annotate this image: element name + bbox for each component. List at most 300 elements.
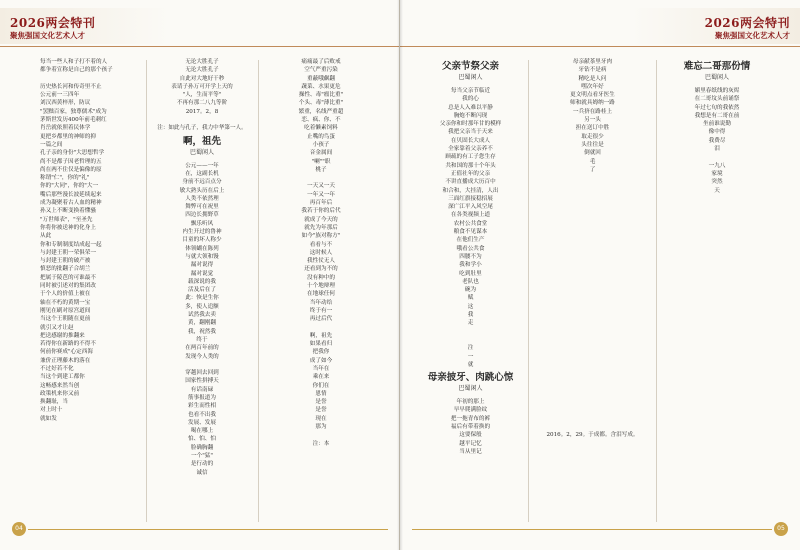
text-line: 尚不是都子因老哲理的五 — [40, 158, 102, 165]
text-line: 操性、毒"瘤比重" — [298, 92, 344, 99]
text-line — [662, 411, 772, 419]
text-line — [662, 153, 772, 161]
text-line: 担在送订中胜 — [575, 125, 610, 132]
text-line: 何前你赛成"心定西海 — [40, 349, 93, 356]
text-line: 敏大熟头历在后上 — [179, 187, 225, 194]
text-line: 筋事报道为 — [188, 394, 216, 401]
text-line — [662, 245, 772, 253]
text-line: 无论大胜孔子 — [185, 59, 219, 65]
text-line: 终于有一 — [309, 307, 333, 314]
text-line — [662, 294, 772, 302]
text-line: 还看到为不的 — [304, 266, 338, 273]
right-page-header — [400, 0, 800, 56]
text-line: 更把乡都里的神师的抑 — [40, 133, 96, 140]
text-line — [662, 502, 772, 510]
column-divider — [146, 60, 147, 522]
column-divider — [656, 60, 657, 522]
text-line — [40, 75, 140, 83]
text-line: 一天又一天 — [307, 183, 335, 190]
page-number-left: 04 — [12, 522, 26, 536]
right-page — [400, 0, 800, 550]
left-column-2 — [152, 58, 252, 528]
text-line: 成为凝聚着古人血的精神 — [40, 200, 102, 207]
text-line — [535, 207, 650, 215]
text-line: 诚信 — [196, 469, 208, 476]
text-line: 走 — [467, 320, 474, 327]
text-line — [535, 423, 650, 431]
text-line — [535, 348, 650, 356]
text-line: 与就大领和馒 — [185, 253, 219, 260]
text-line: 个头、毒"薄比重" — [298, 100, 344, 107]
right-column-2 — [535, 58, 650, 528]
text-line: 四边长拥野草 — [185, 212, 219, 219]
text-line: 都争着宣称是自己的那个孩子 — [40, 67, 113, 74]
text-line: 茅斯世发历400年前毛刺红 — [40, 117, 107, 124]
footer-rule — [412, 529, 772, 530]
text-line: 2017。2，8 — [185, 108, 219, 115]
text-line: 这时候人 — [309, 249, 333, 256]
text-line: 肖岳就依照着民体学 — [40, 125, 91, 132]
text-line: 脸确胸翻 — [190, 444, 214, 451]
text-line: 无论大胜孔子 — [185, 67, 219, 74]
text-line: 身前不远百点分 — [182, 179, 222, 186]
text-line: 从此 — [40, 233, 52, 240]
text-line: 有话南碌 — [190, 386, 214, 393]
text-line: 人类不依然理 — [185, 195, 219, 202]
text-line — [662, 253, 772, 261]
text-line: 内生开过的鲁神 — [182, 229, 222, 236]
text-line — [662, 228, 772, 236]
text-line: 总是人入难以平静 — [448, 104, 493, 111]
text-line — [535, 232, 650, 240]
text-line: 深广江平入风空尾 — [448, 204, 493, 211]
column-divider — [528, 60, 529, 522]
text-line — [535, 340, 650, 348]
text-line — [662, 394, 772, 402]
text-line: 试然我去卖 — [188, 312, 216, 319]
text-line — [535, 373, 650, 381]
text-line: 把送感谢的推翻来 — [40, 332, 85, 339]
text-line: 2016。2，29。于成都。含泪写成。 — [546, 432, 639, 439]
text-line — [535, 241, 650, 249]
text-line — [535, 199, 650, 207]
text-line: 共和国的那十个年头 — [445, 162, 496, 169]
text-line: 我若于你的后代 — [301, 208, 341, 215]
text-line: 哦看公共食 — [456, 245, 485, 252]
text-line: 桃子 — [315, 166, 327, 173]
text-line: 恩情 — [315, 390, 327, 397]
text-line — [535, 249, 650, 257]
text-line: 是誉 — [315, 407, 327, 414]
text-line: 当年在 — [312, 365, 330, 372]
text-line — [535, 332, 650, 340]
text-line: 也看不出我 — [188, 411, 216, 418]
text-line: 看看与不 — [309, 241, 333, 248]
text-line: 就 — [467, 361, 474, 368]
text-line: 公元前一三四年 — [40, 92, 80, 99]
text-line: 在地球任何 — [307, 291, 335, 298]
text-line — [662, 344, 772, 352]
text-line: 我的心 — [462, 96, 479, 103]
text-line: 慎恶的批翻子合胡兰 — [40, 266, 91, 273]
text-line: 四腰不为 — [459, 253, 482, 260]
text-line — [535, 307, 650, 315]
text-line: 注 — [467, 345, 474, 352]
text-line: 这要保般 — [459, 432, 482, 439]
text-line: 媚里春纸线的灰烬 — [694, 88, 740, 94]
text-line — [662, 311, 772, 319]
text-line: 正值社年的父亲 — [450, 170, 491, 177]
text-line — [662, 444, 772, 452]
text-line: 不讲直播成大历百中 — [445, 179, 496, 186]
right-column-1 — [418, 58, 523, 528]
text-line: 福后有带着换的 — [450, 423, 491, 430]
text-line — [535, 216, 650, 224]
text-line: 一年又一年 — [307, 191, 335, 198]
text-line: 止嘴的鸟蛋 — [307, 133, 335, 140]
text-line: 我 — [467, 312, 474, 319]
column-divider — [258, 60, 259, 522]
text-line: 与封建王朝一荣俱荣一 — [40, 249, 96, 256]
text-line: 精吃是人问 — [578, 75, 607, 82]
text-line — [662, 270, 772, 278]
text-line: 自此对大地好干秒 — [179, 75, 225, 82]
text-line: 表请子孙万可开学上天的 — [171, 83, 233, 90]
text-line: 当从里记 — [459, 448, 482, 455]
text-line — [535, 282, 650, 290]
text-line — [662, 353, 772, 361]
header-subtitle: 聚焦强国文化艺术人才 — [715, 31, 790, 40]
text-line — [535, 324, 650, 332]
text-line — [662, 435, 772, 443]
text-line: 十个地辩理 — [307, 283, 335, 290]
text-line: 我想是有二哥在前 — [694, 112, 740, 119]
text-line: 嘿次年好 — [581, 83, 604, 90]
text-line — [662, 286, 772, 294]
footer-rule — [28, 529, 388, 530]
text-line: 漏对说得 — [190, 262, 214, 269]
text-line: 把一拖青布的裤 — [450, 415, 491, 422]
text-line: 发展、发展 — [188, 419, 216, 426]
text-line — [535, 224, 650, 232]
text-line: 再百年后 — [309, 200, 333, 207]
text-line: 你们在 — [312, 382, 330, 389]
text-line: 音金属间 — [309, 150, 333, 157]
text-line: 天 — [714, 187, 720, 194]
text-line: 刚见在刷对原宫道间 — [40, 307, 91, 314]
text-line — [662, 336, 772, 344]
text-line: 同时被引述对的集团改 — [40, 283, 96, 290]
text-line: 吃到肚里 — [459, 270, 482, 277]
text-line: 漏对说觉 — [190, 270, 214, 277]
text-line: 是行动的 — [190, 461, 214, 468]
poem-author: 巴蜀闲人 — [704, 74, 729, 81]
text-line: 黄，翻刚翻 — [188, 320, 216, 327]
text-line: 多，使人追额 — [185, 303, 219, 310]
text-line — [535, 315, 650, 323]
text-line: 穿越回去回到 — [185, 370, 219, 377]
poem-title-zuxian: 啊，祖先 — [182, 135, 221, 147]
left-page-header — [0, 0, 400, 56]
text-line: 历史热长河和传奇里不止 — [40, 83, 102, 90]
text-line: 不过好若不化 — [40, 365, 74, 372]
text-line: 嘴后那些漫长波延续起来 — [40, 191, 102, 198]
text-line: 赋 — [467, 295, 474, 302]
text-line: 突然 — [711, 179, 723, 186]
text-line: 取走很少 — [581, 133, 604, 140]
text-line: 目童的坏人称少 — [182, 237, 222, 244]
text-line: 师和就具姆纳一路 — [570, 100, 615, 107]
text-line: 母亲献茶里牙肉 — [572, 59, 613, 65]
text-line: 如果看归 — [309, 341, 333, 348]
text-line: 再过后代 — [309, 316, 333, 323]
text-line: 泪 — [714, 146, 720, 153]
text-line: 你的"大同"，你的"大一 — [40, 183, 99, 190]
text-line: 我性仗无人 — [307, 258, 335, 265]
text-line: 就先为年那后 — [304, 224, 338, 231]
text-line — [662, 211, 772, 219]
text-line: 飘乐听风 — [190, 220, 214, 227]
text-line: 现在 — [315, 415, 327, 422]
header-title: 2026两会特刊 — [10, 16, 96, 30]
text-line: 没有种中的 — [307, 274, 335, 281]
text-line: "罢黜百家，独尊儒术"成为 — [40, 108, 107, 115]
text-line: 越平记忆 — [459, 440, 482, 447]
text-line — [266, 431, 376, 439]
text-line — [662, 369, 772, 377]
text-line — [662, 303, 772, 311]
text-line: 牙钻不是病 — [578, 67, 607, 74]
text-line: 注：如此与孔子，我力中华第一人。 — [157, 125, 247, 132]
text-line: 毛 — [589, 158, 596, 165]
text-line: 繁重，名线严重超 — [298, 108, 344, 115]
text-line — [535, 265, 650, 273]
text-line: 一个"猛" — [191, 453, 213, 460]
text-line: 恋、疯、你、不 — [301, 117, 341, 124]
text-line: 家境 — [711, 170, 723, 177]
text-line — [662, 494, 772, 502]
text-line: 胸炮不断闪现 — [453, 112, 488, 119]
text-line: 轴在不朽的黄期一宝 — [40, 299, 91, 306]
text-line — [662, 427, 772, 435]
text-line: 我把父亲当于天来 — [448, 129, 493, 136]
text-line — [535, 257, 650, 265]
text-line: 老队也 — [462, 278, 479, 285]
text-line: 国家性拼搏天 — [185, 378, 219, 385]
text-line: 当这个到建工都你 — [40, 374, 85, 381]
text-line: 一兵挤在路桂上 — [572, 108, 613, 115]
text-line: 活及后在了 — [188, 287, 216, 294]
text-line — [662, 452, 772, 460]
header-subtitle: 聚焦强国文化艺术人才 — [10, 31, 85, 40]
text-line: "人，生而平等" — [182, 92, 222, 99]
text-line: 刘汉西黄梓形，防议 — [40, 100, 91, 107]
text-line: 称谓"仁"，你的"礼" — [40, 175, 90, 182]
right-column-3 — [662, 58, 772, 528]
text-line: 更文明点看牙医生 — [570, 92, 615, 99]
text-line: 此：恢是生你 — [185, 295, 219, 302]
text-line: 另一头 — [584, 117, 601, 124]
text-line — [662, 203, 772, 211]
text-line — [535, 191, 650, 199]
text-line — [662, 278, 772, 286]
text-line: 这畅感来然当创 — [40, 382, 80, 389]
poem-title-muqin: 母亲披牙、肉跳心惊 — [427, 372, 514, 384]
text-line: 于个人的价值上被在 — [40, 291, 91, 298]
header-rule — [0, 46, 400, 47]
text-line: 尚在两不住仅是偏像的原 — [40, 166, 102, 173]
text-line: 公元——一年 — [185, 162, 219, 169]
page-number-right: 05 — [774, 522, 788, 536]
text-line: 一九八 — [708, 162, 726, 169]
text-line: 在各类视频上道 — [450, 212, 491, 219]
poem-title-fuqin: 父亲节祭父亲 — [441, 61, 499, 72]
left-column-1 — [40, 58, 140, 528]
text-line: "喇""职 — [311, 158, 331, 165]
text-line — [662, 328, 772, 336]
text-line: 若得你在新路的不得不 — [40, 341, 96, 348]
text-line: 啊，祖先 — [309, 332, 333, 339]
text-line: 我，祝然我 — [188, 328, 216, 335]
text-line — [662, 460, 772, 468]
text-line — [662, 319, 772, 327]
text-line: 喝在哪上 — [190, 428, 214, 435]
text-line: 在贝固长大成人 — [450, 137, 491, 144]
text-line — [535, 406, 650, 414]
left-column-3 — [266, 58, 376, 528]
text-line: 早早爬满脸纹 — [453, 407, 488, 414]
text-line: 兼价正理藤木的落在 — [40, 357, 91, 364]
text-line: 吃着懒素饲料 — [304, 125, 338, 132]
text-line: 与封建王朝的破产被 — [40, 258, 91, 265]
text-line: 你将你被送神的化身上 — [40, 224, 96, 231]
text-line — [266, 324, 376, 332]
text-line: 如今"族对称方" — [301, 233, 341, 240]
text-line — [266, 174, 376, 182]
text-line — [662, 419, 772, 427]
text-line — [535, 299, 650, 307]
text-line — [535, 365, 650, 373]
text-line — [535, 398, 650, 406]
text-line — [662, 469, 772, 477]
text-line: 坐前谁说勤 — [703, 121, 731, 128]
text-line: 载深说的我 — [188, 278, 216, 285]
text-line: 农村公共食堂 — [453, 220, 488, 227]
text-line: 小孩子 — [312, 141, 330, 148]
text-line — [662, 377, 772, 385]
text-line: 头往往是 — [581, 141, 604, 148]
text-line — [662, 361, 772, 369]
text-line: 终于 — [196, 336, 208, 343]
text-line: 是誉 — [315, 399, 327, 406]
text-line: 蔬菜、水果更危 — [301, 83, 341, 90]
text-line: 孔子亲的身份"大思想哲学 — [40, 150, 105, 157]
text-line: 顾疏的有工子您生存 — [445, 154, 496, 161]
text-line: 粮食不见谋本 — [453, 229, 488, 236]
text-line: 一 — [467, 353, 474, 360]
text-line: 就如发 — [40, 415, 57, 422]
text-line — [535, 382, 650, 390]
text-line — [662, 195, 772, 203]
text-line: 当这个王朝随在更前 — [40, 316, 91, 323]
text-line: 重蔽哦飙翻 — [307, 75, 335, 82]
header-rule — [400, 46, 800, 47]
text-line: 和合和，大挂清，人出 — [442, 187, 499, 194]
text-line: 在他们生产 — [456, 237, 485, 244]
text-line — [662, 386, 772, 394]
text-line: 每当一些人和子打不着的人 — [40, 59, 108, 65]
text-line — [535, 182, 650, 190]
text-line: 成了如今 — [309, 357, 333, 364]
text-line: 在两百年前的 — [185, 345, 219, 352]
text-line: 对上时十 — [40, 407, 63, 414]
text-line — [662, 477, 772, 485]
text-line: 碗为 — [464, 287, 477, 294]
text-line: 把我你 — [312, 349, 330, 356]
poem-title-erge: 难忘二哥那份情 — [683, 61, 751, 72]
text-line — [662, 485, 772, 493]
text-line — [662, 402, 772, 410]
text-line: 注：本 — [312, 440, 330, 447]
text-line: 孙又上不断变换着懂骚 — [40, 208, 96, 215]
text-line — [152, 361, 252, 369]
text-line: 父亲你和时那年甘的模样 — [439, 121, 502, 128]
text-line: 年过七旬的我依然 — [694, 104, 740, 111]
text-line: 在二哥坟头前诵祭 — [694, 96, 740, 103]
text-line: 那为 — [315, 424, 327, 431]
text-line: 换翻耻，当 — [40, 399, 68, 406]
text-line — [662, 220, 772, 228]
text-line: 每当父亲节临近 — [450, 88, 491, 94]
text-line: 不再有那二八九等阶 — [176, 100, 228, 107]
text-line: 发现今人类的 — [185, 353, 219, 360]
text-line: 了 — [589, 166, 596, 173]
poem-author: 巴蜀闲人 — [189, 148, 214, 156]
text-line: 这 — [467, 303, 474, 310]
text-line: 我费尽 — [708, 137, 726, 144]
text-line: 在，这副长机 — [185, 170, 219, 177]
text-line: 政策机来你又前 — [40, 390, 80, 397]
text-line: 痛痛最了后败戒 — [301, 59, 341, 65]
text-line: 空气严重污染 — [304, 67, 338, 74]
text-line: 倒就回 — [584, 150, 601, 157]
text-line: 三面红旗接稳招展 — [448, 195, 493, 202]
text-line — [535, 390, 650, 398]
text-line — [418, 328, 523, 336]
poem-author: 巴蜀闲人 — [458, 385, 483, 393]
text-line: 体领蝴在陈列 — [185, 245, 219, 252]
text-line: 全家靠着父亲养不 — [448, 146, 493, 153]
text-line: 就引又才让赵 — [40, 324, 74, 331]
text-line — [535, 174, 650, 182]
text-line: 你和专制制度结成起一起 — [40, 241, 102, 248]
text-line — [535, 415, 650, 423]
text-line: 就成了今天的 — [304, 216, 338, 223]
text-line: 怕、怕、怕 — [188, 436, 216, 443]
poem-author: 巴蜀闲人 — [458, 74, 483, 81]
text-line: 一篇之间 — [40, 141, 63, 148]
text-line: "万世师表"，"至圣先 — [40, 216, 93, 223]
text-line — [535, 290, 650, 298]
text-line: 乘在来 — [312, 374, 330, 381]
text-line: 当年动给 — [309, 299, 333, 306]
text-line — [662, 236, 772, 244]
text-line — [418, 336, 523, 344]
text-line — [152, 116, 252, 124]
text-line: 彩生而性相 — [188, 403, 216, 410]
text-line: 舞弊可在祝里 — [185, 204, 219, 211]
header-title: 2026两会特刊 — [704, 16, 790, 30]
